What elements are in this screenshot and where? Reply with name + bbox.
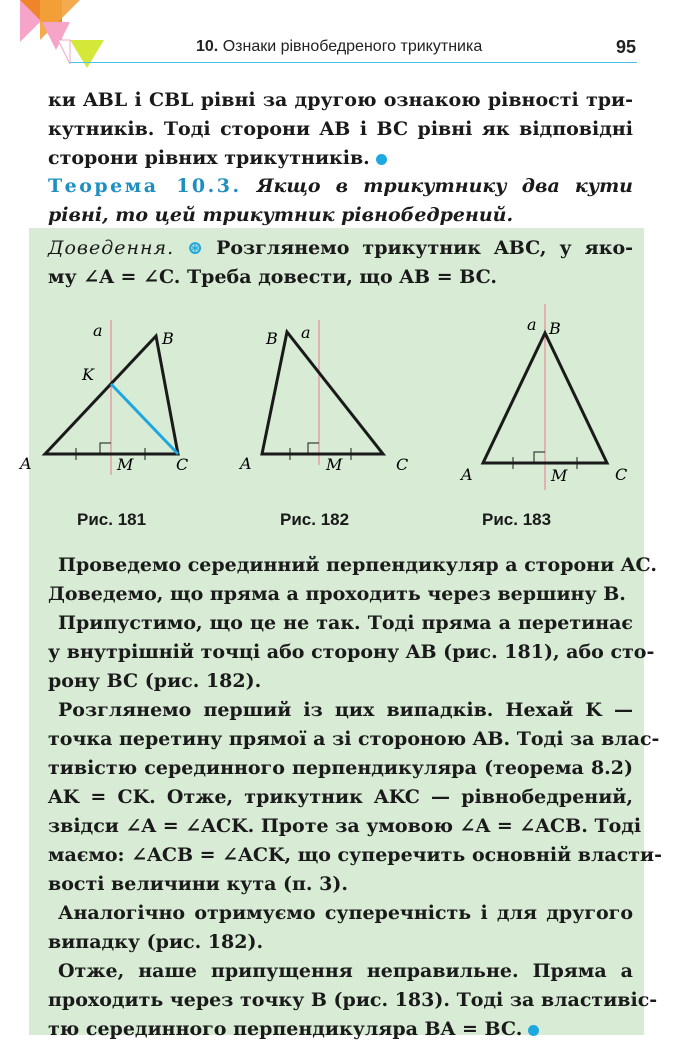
corner-decoration bbox=[0, 0, 120, 70]
intro-line-2: кутників. Тоді сторони AB і BC рівні як відповідні bbox=[48, 118, 633, 140]
body-line-8: тивістю серединного перпендикуляра (теорема 8.2) bbox=[48, 757, 633, 779]
label-a: a bbox=[527, 315, 537, 334]
header-divider bbox=[70, 62, 637, 63]
section-number: 10. bbox=[196, 38, 219, 55]
theorem-text-1: Якщо в трикутнику два кути bbox=[256, 175, 633, 197]
body-line-17: тю серединного перпендикуляра BA = BC. bbox=[48, 1015, 633, 1044]
body-line-10: звідси ∠A = ∠ACK. Проте за умовою ∠A = ∠ACB. Тоді bbox=[48, 815, 642, 837]
proof-intro bbox=[48, 234, 633, 292]
caption-181: Рис. 181 bbox=[77, 510, 147, 529]
label-c: C bbox=[396, 455, 409, 474]
label-b: B bbox=[549, 319, 561, 338]
theorem-line-1 bbox=[48, 172, 633, 201]
section-name: Ознаки рівнобедреного трикутника bbox=[222, 38, 483, 55]
body-line-15: Отже, наше припущення неправильне. Пряма a bbox=[58, 960, 633, 982]
triangle-abc bbox=[262, 332, 383, 454]
label-a-vertex: A bbox=[240, 454, 252, 473]
body-line-7: точка перетину прямої a зі стороною AB. Тоді за влас- bbox=[48, 728, 660, 750]
body-line-4: у внутрішній точці або сторону AB (рис. 181), або сто- bbox=[48, 641, 655, 663]
label-a-vertex: A bbox=[20, 454, 32, 473]
theorem-text-2: рівні, то цей трикутник рівнобедрений. bbox=[48, 204, 514, 226]
proof-body bbox=[48, 551, 663, 1044]
body-line-16: проходить через точку B (рис. 183). Тоді за властивіс- bbox=[48, 989, 658, 1011]
end-proof-marker bbox=[528, 1025, 539, 1036]
right-angle-mark bbox=[534, 452, 545, 463]
body-line-1: Проведемо серединний перпендикуляр a сторони AC. bbox=[58, 554, 657, 576]
figure-183 bbox=[459, 304, 627, 490]
label-m: M bbox=[551, 466, 568, 485]
label-a: a bbox=[301, 323, 311, 342]
label-b: B bbox=[162, 329, 174, 348]
end-proof-marker bbox=[376, 154, 387, 165]
label-m: M bbox=[117, 455, 134, 474]
body-line-12: вості величини кута (п. 3). bbox=[48, 873, 348, 895]
proof-symbol-icon: ⊛ bbox=[187, 237, 204, 259]
label-b: B bbox=[266, 329, 278, 348]
body-line-9: AK = CK. Отже, трикутник AKC — рівнобедрений, bbox=[48, 786, 633, 808]
label-c: C bbox=[615, 465, 628, 484]
page-header bbox=[196, 36, 636, 60]
label-a: a bbox=[93, 321, 103, 340]
proof-label: Доведення. bbox=[48, 237, 175, 259]
proof-line-2: му ∠A = ∠C. Треба довести, що AB = BC. bbox=[48, 266, 498, 288]
intro-line-3: сторони рівних трикутників. bbox=[48, 144, 633, 173]
caption-183: Рис. 183 bbox=[482, 510, 552, 529]
label-c: C bbox=[176, 455, 189, 474]
label-k: K bbox=[82, 365, 94, 384]
intro-paragraph bbox=[48, 86, 633, 173]
body-line-11: маємо: ∠ACB = ∠ACK, що суперечить основній власти- bbox=[48, 844, 663, 866]
figure-182 bbox=[238, 320, 408, 474]
body-line-14: випадку (рис. 182). bbox=[48, 931, 264, 953]
caption-182: Рис. 182 bbox=[280, 510, 350, 529]
theorem-title: Теорема 10.3. bbox=[48, 175, 242, 197]
figures bbox=[0, 300, 695, 510]
body-line-6: Розглянемо перший із цих випадків. Нехай K — bbox=[58, 699, 633, 721]
body-line-13: Аналогічно отримуємо суперечність і для другого bbox=[58, 902, 633, 924]
label-m: M bbox=[326, 455, 343, 474]
proof-line-1: Доведення. ⊛ Розглянемо трикутник ABC, у яко- bbox=[48, 237, 633, 259]
right-angle-mark bbox=[100, 443, 111, 454]
body-line-3: Припустимо, що це не так. Тоді пряма a перетинає bbox=[58, 612, 633, 634]
label-a-vertex: A bbox=[461, 465, 473, 484]
body-line-2: Доведемо, що пряма a проходить через вершину B. bbox=[48, 583, 626, 605]
theorem-block bbox=[48, 172, 633, 230]
figure-181 bbox=[18, 320, 188, 475]
page-number: 95 bbox=[615, 37, 636, 57]
body-line-5: рону BC (рис. 182). bbox=[48, 670, 262, 692]
right-angle-mark bbox=[308, 443, 319, 454]
intro-line-1: ки ABL і CBL рівні за другою ознакою рівності три- bbox=[48, 89, 633, 111]
section-title bbox=[196, 38, 482, 56]
